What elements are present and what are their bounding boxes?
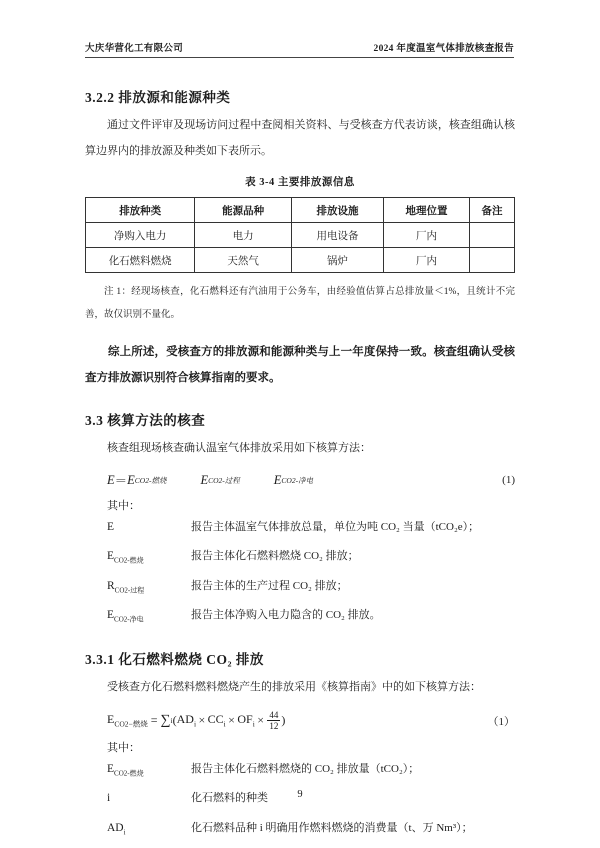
sigma-operator: ∑ (160, 712, 171, 728)
summary-paragraph: 综上所述，受核查方的排放源和能源种类与上一年度保持一致。核查组确认受核查方排放源识别符合核算指南的要求。 (85, 346, 515, 384)
equation-number: （1） (487, 715, 515, 728)
col-header-remark: 备注 (469, 198, 514, 223)
table-row (86, 248, 515, 273)
cell-location: 厂内 (384, 223, 470, 248)
symbol-E-co2-combustion: $E_{CO2-燃烧}$ (107, 550, 144, 565)
symbol-description: 报告主体温室气体排放总量，单位为吨 CO₂ 当量（tCO₂e）； (191, 521, 480, 533)
running-header (85, 40, 514, 58)
term-CC: $CC_i$ (207, 712, 226, 729)
formula-total-emissions (85, 471, 515, 489)
table-footnote: 注 1：经现场核查，化石燃料还有汽油用于公务车，由经验值估算占总排放量＜1%，且统计不完善，故仅识别不量化。 (85, 287, 515, 320)
col-header-energy-kind: 能源品种 (195, 198, 292, 223)
cell-energy-kind: 天然气 (195, 248, 292, 273)
symbol-i: i (107, 792, 111, 805)
cell-facility: 用电设备 (291, 223, 383, 248)
definition-row (85, 574, 515, 603)
col-header-location: 地理位置 (384, 198, 470, 223)
page-number: 9 (297, 789, 303, 800)
equation-number: (1) (502, 474, 515, 486)
symbol-E-co2-electricity: $E_{CO2-净电}$ (107, 608, 144, 624)
paren-close: ) (281, 713, 286, 728)
where-label: 其中： (107, 500, 140, 512)
col-header-facility: 排放设施 (291, 198, 383, 223)
equals-sign: ＝ (114, 474, 128, 488)
term-co2-process-sub: CO2-过程 (208, 475, 240, 485)
cell-remark (469, 248, 514, 273)
table-header-row (86, 198, 515, 223)
cell-energy-kind: 电力 (195, 223, 292, 248)
fraction-44-12: $\frac{44}{12}$ (269, 710, 279, 732)
cell-emission-type: 净购入电力 (86, 223, 195, 248)
col-header-emission-type: 排放种类 (86, 198, 195, 223)
term-OF: $OF_i$ (237, 712, 255, 729)
definition-row (85, 515, 515, 544)
sigma-index: i (170, 716, 173, 726)
section-heading-322: 3.2.2 排放源和能源种类 (85, 90, 231, 105)
symbol-definitions (85, 515, 515, 632)
cell-facility: 锅炉 (291, 248, 383, 273)
section-33-paragraph: 核查组现场核查确认温室气体排放采用如下核算方法： (107, 442, 371, 454)
times-sign: × (228, 713, 235, 728)
symbol-description: 化石燃料品种 i 明确用作燃料燃烧的消费量（t、万 Nm³）； (191, 821, 473, 834)
paren-open: ( (172, 713, 177, 728)
header-company-name: 大庆华营化工有限公司 (85, 44, 184, 54)
table-caption: 表 3-4 主要排放源信息 (245, 177, 355, 188)
symbol-description: 报告主体化石燃料燃烧的 CO₂ 排放量（tCO₂）； (191, 763, 420, 776)
formula-lhs: $E_{CO2-燃烧}$ (107, 711, 148, 729)
term-co2-process: E (200, 472, 209, 487)
definition-row (85, 816, 515, 845)
term-co2-electricity: E (273, 472, 282, 487)
term-co2-combustion: E (127, 472, 135, 487)
section-322-paragraph: 通过文件评审及现场访问过程中查阅相关资料、与受核查方代表访谈，核查组确认核算边界内的排放源及种类如下表所示。 (85, 119, 515, 157)
cell-emission-type: 化石燃料燃烧 (86, 248, 195, 273)
equals-sign: = (147, 713, 161, 728)
times-sign: × (257, 713, 264, 728)
symbol-E-co2-combustion: $E_{CO2-燃烧}$ (107, 763, 144, 778)
symbol-description: 化石燃料的种类 (191, 792, 268, 805)
page-body (85, 72, 515, 845)
symbol-E: E (107, 521, 115, 533)
term-AD: $AD_i$ (176, 712, 197, 729)
section-heading-33: 3.3 核算方法的核查 (85, 413, 206, 428)
term-co2-electricity-sub: CO2-净电 (281, 475, 314, 485)
definition-row (85, 603, 515, 632)
emission-source-table (85, 197, 515, 273)
definition-row (85, 544, 515, 573)
header-report-title: 2024 年度温室气体排放核查报告 (373, 44, 514, 54)
cell-remark (469, 223, 514, 248)
term-co2-combustion-sub: CO2-燃烧 (134, 475, 167, 485)
symbol-R-co2-process: $R_{CO2-过程}$ (107, 579, 145, 594)
symbol-description: 报告主体净购入电力隐含的 CO₂ 排放。 (191, 608, 381, 621)
formula-lhs: E (107, 472, 115, 487)
symbol-description: 报告主体的生产过程 CO₂ 排放； (191, 579, 348, 592)
times-sign: × (198, 713, 206, 728)
symbol-description: 报告主体化石燃料燃烧 CO₂ 排放； (191, 550, 359, 563)
definition-row (85, 757, 515, 786)
formula-fuel-combustion (85, 710, 515, 731)
cell-location: 厂内 (384, 248, 470, 273)
symbol-definitions (85, 757, 515, 845)
where-label: 其中： (107, 742, 140, 755)
section-331-paragraph: 受核查方化石燃料燃料燃烧产生的排放采用《核算指南》中的如下核算方法： (107, 681, 481, 694)
symbol-AD-i: $AD_i$ (107, 821, 126, 837)
table-row (86, 223, 515, 248)
section-heading-331: 3.3.1 化石燃料燃烧 CO₂ 排放 (85, 652, 264, 668)
